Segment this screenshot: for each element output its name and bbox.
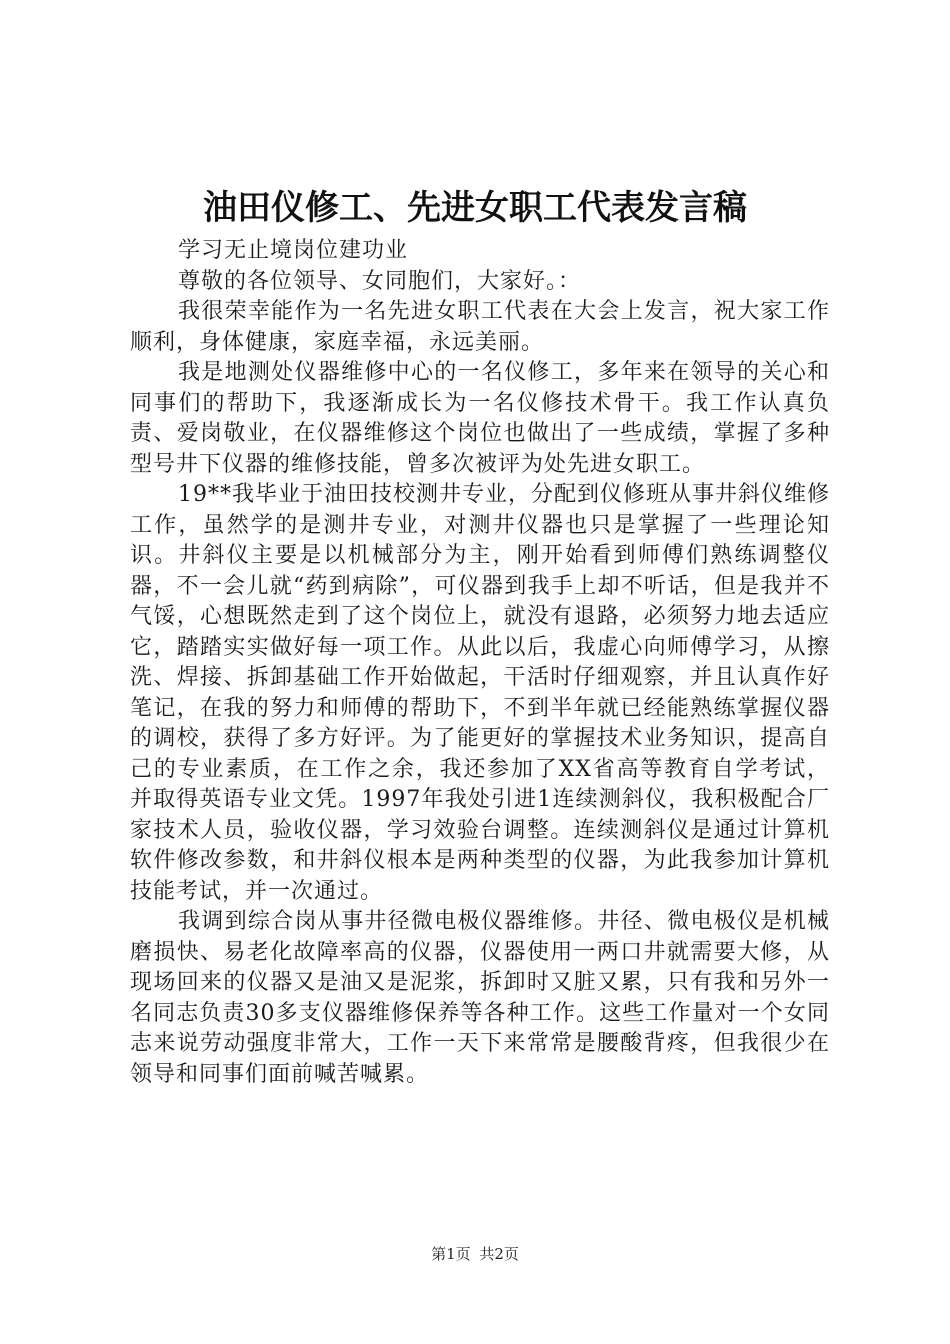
page-total: 共2页: [479, 1245, 519, 1263]
body-paragraph: 我很荣幸能作为一名先进女职工代表在大会上发言，祝大家工作顺利，身体健康，家庭幸福，永远美丽。: [130, 299, 830, 355]
document-body: [130, 236, 830, 1090]
greeting-paragraph: 尊敬的各位领导、女同胞们，大家好。：: [178, 268, 582, 294]
page-footer: [0, 1244, 950, 1264]
page-number: 第1页: [431, 1245, 471, 1263]
body-paragraph: 19**我毕业于油田技校测井专业，分配到仪修班从事井斜仪维修工作，虽然学的是测井专业，对测井仪器也只是掌握了一些理论知识。井斜仪主要是以机械部分为主，刚开始看到师傅们熟练调整仪器，不一会儿就“药到病除”，可仪器到我手上却不听话，但是我并不气馁，心想既然走到了这个岗位上，就没有退路，必须努力地去适应它，踏踏实实做好每一项工作。从此以后，我虚心向师傅学习，从擦洗、焊接、拆卸基础工作开始做起，干活时仔细观察，并且认真作好笔记，在我的努力和师傅的帮助下，不到半年就已经能熟练掌握仪器的调校，获得了多方好评。为了能更好的掌握技术业务知识，提高自己的专业素质，在工作之余，我还参加了XX省高等教育自学考试，并取得英语专业文凭。1997年我处引进1连续测斜仪，我积极配合厂家技术人员，验收仪器，学习效验台调整。连续测斜仪是通过计算机软件修改参数，和井斜仪根本是两种类型的仪器，为此我参加计算机技能考试，并一次通过。: [130, 482, 830, 904]
body-paragraph: 我调到综合岗从事井径微电极仪器维修。井径、微电极仪是机械磨损快、易老化故障率高的仪器，仪器使用一两口井就需要大修，从现场回来的仪器又是油又是泥浆，拆卸时又脏又累，只有我和另外一名同志负责30多支仪器维修保养等各种工作。这些工作量对一个女同志来说劳动强度非常大，工作一天下来常常是腰酸背疼，但我很少在领导和同事们面前喊苦喊累。: [130, 909, 830, 1087]
subtitle-paragraph: 学习无止境岗位建功业: [178, 238, 409, 263]
body-paragraph: 我是地测处仪器维修中心的一名仪修工，多年来在领导的关心和同事们的帮助下，我逐渐成长为一名仪修技术骨干。我工作认真负责、爱岗敬业，在仪器维修这个岗位也做出了一些成绩，掌握了多种型号井下仪器的维修技能，曾多次被评为处先进女职工。: [130, 360, 830, 477]
document-title: 油田仪修工、先进女职工代表发言稿: [203, 188, 747, 228]
